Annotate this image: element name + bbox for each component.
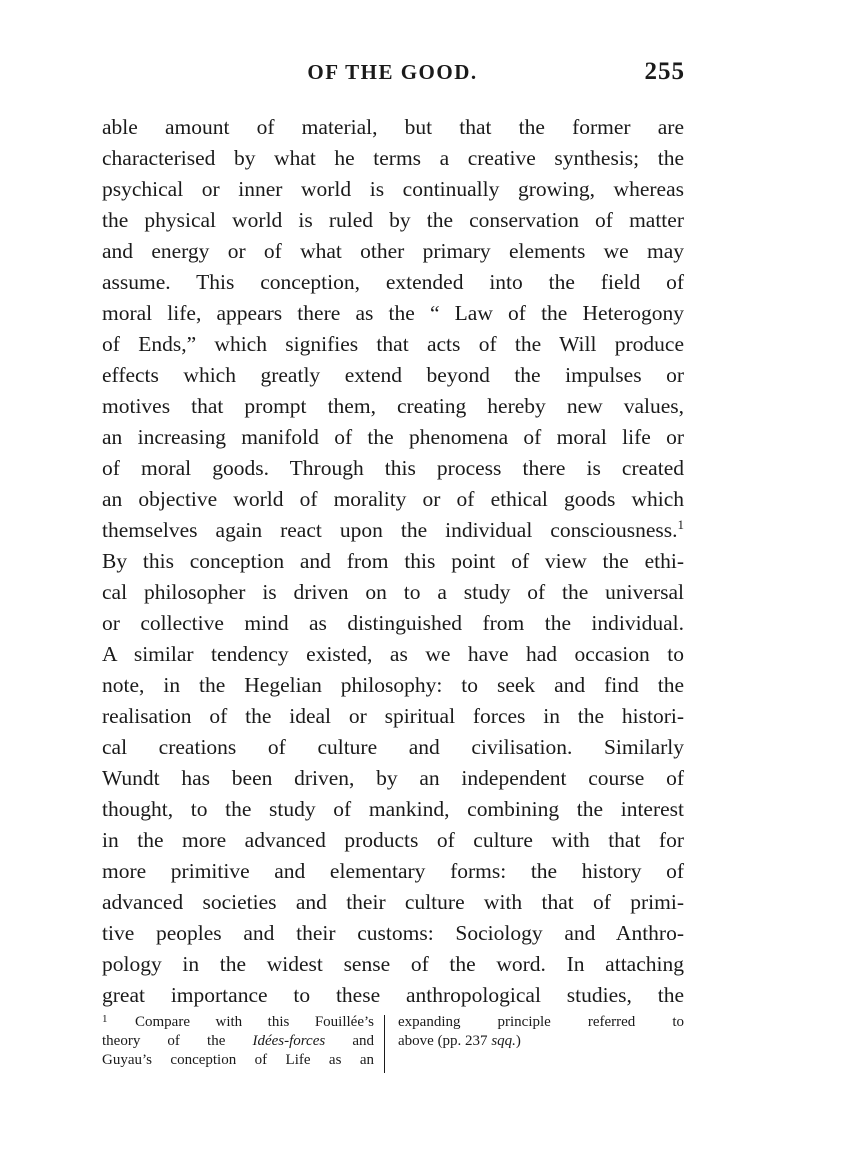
text-line: cal philosopher is driven on to a study of the universal: [102, 580, 684, 604]
footnote-column-divider: [384, 1015, 385, 1073]
text-line: of Ends,” which signifies that acts of the Will produce: [102, 332, 684, 356]
footnote-text: above (pp. 237: [398, 1033, 488, 1049]
text-line: effects which greatly extend beyond the impulses or: [102, 363, 684, 387]
running-head: [100, 58, 685, 92]
text-line: moral life, appears there as the “ Law of the Heterogony: [102, 301, 684, 325]
text-line: an increasing manifold of the phenomena of moral life or: [102, 425, 684, 449]
footnote-line: Guyau’s conception of Life as an: [102, 1052, 374, 1068]
text-line: advanced societies and their culture with that of primi-: [102, 890, 684, 914]
text-line: note, in the Hegelian philosophy: to seek and find the: [102, 673, 684, 697]
text-line: of moral goods. Through this process there is created: [102, 456, 684, 480]
footnote-ref: 1: [677, 517, 684, 532]
running-title: OF THE GOOD.: [307, 60, 478, 84]
text-line: great importance to these anthropological studies, the: [102, 983, 684, 1007]
text-line: characterised by what he terms a creative synthesis; the: [102, 146, 684, 170]
text-line: the physical world is ruled by the conservation of matter: [102, 208, 684, 232]
text-line: and energy or of what other primary elements we may: [102, 239, 684, 263]
footnote-text: and: [352, 1033, 374, 1049]
text-line: able amount of material, but that the former are: [102, 115, 684, 139]
page-number: 255: [644, 58, 685, 85]
footnote-italic-term: Idées-forces: [252, 1033, 326, 1049]
text-line: realisation of the ideal or spiritual forces in the histori-: [102, 704, 684, 728]
text-line-with-footnote-ref: [102, 515, 684, 546]
text-line: tive peoples and their customs: Sociology and Anthro-: [102, 921, 684, 945]
text-line: cal creations of culture and civilisation. Similarly: [102, 735, 684, 759]
text-line: more primitive and elementary forms: the history of: [102, 859, 684, 883]
text-line: thought, to the study of mankind, combining the interest: [102, 797, 684, 821]
text-line: Wundt has been driven, by an independent course of: [102, 766, 684, 790]
footnote: [102, 1013, 684, 1075]
body-text: [102, 112, 684, 1011]
footnote-text: theory of the: [102, 1033, 226, 1049]
text-line: motives that prompt them, creating hereby new values,: [102, 394, 684, 418]
footnote-text: ): [515, 1033, 521, 1049]
text-line: assume. This conception, extended into the field of: [102, 270, 684, 294]
text-line: or collective mind as distinguished from the individual.: [102, 611, 684, 635]
text-line-content: themselves again react upon the individual consciousness.: [102, 518, 678, 542]
text-line: By this conception and from this point of view the ethi-: [102, 549, 684, 573]
text-line: psychical or inner world is continually growing, whereas: [102, 177, 684, 201]
footnote-line: [102, 1032, 374, 1051]
text-line: in the more advanced products of culture with that for: [102, 828, 684, 852]
footnote-line: [398, 1032, 684, 1051]
text-line: an objective world of morality or of ethical goods which: [102, 487, 684, 511]
footnote-marker: 1: [102, 1013, 108, 1025]
footnote-right-column: [398, 1013, 684, 1051]
footnote-left-column: [102, 1013, 374, 1070]
text-line: A similar tendency existed, as we have had occasion to: [102, 642, 684, 666]
footnote-text: Compare with this Fouillée’s: [135, 1014, 374, 1030]
footnote-line: [102, 1013, 374, 1032]
text-line: pology in the widest sense of the word. In attaching: [102, 952, 684, 976]
footnote-italic-term: sqq.: [491, 1033, 516, 1049]
footnote-line: expanding principle referred to: [398, 1014, 684, 1030]
